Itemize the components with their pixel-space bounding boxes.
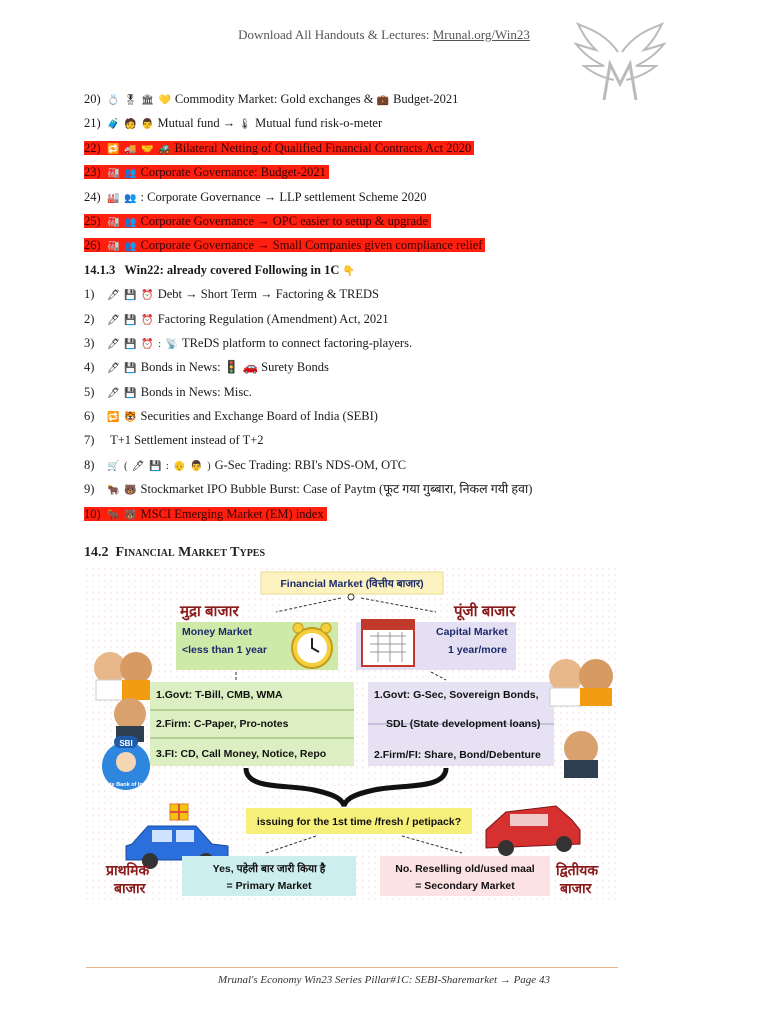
- money-market-sub: <less than 1 year: [182, 644, 267, 656]
- item-icons: 🧳 🧑 👨: [107, 119, 155, 131]
- list-item: 5) 🖊 💾 Bonds in News: Misc.: [84, 380, 604, 404]
- item-icons: 🖊 💾: [107, 387, 138, 399]
- capital-hindi-label: पूंजी बाजार: [454, 603, 516, 620]
- capital-item: SDL (State development loans): [386, 718, 541, 730]
- briefcase-icon: 💼: [376, 95, 391, 106]
- item-icons: 🏭 👥: [107, 241, 138, 253]
- item-icons: 🐂 🐻: [107, 485, 138, 497]
- financial-market-title: Financial Market (वित्तीय बाजार): [280, 578, 424, 590]
- money-item: 2.Firm: C-Paper, Pro-notes: [156, 718, 289, 730]
- capital-market-sub: 1 year/more: [448, 644, 507, 656]
- list-item: 20) 💍 🎖 🏛 💛 Commodity Market: Gold exchanges & 💼 Budget-2021: [84, 87, 604, 111]
- header-link[interactable]: Mrunal.org/Win23: [432, 27, 530, 42]
- footer-divider: [86, 967, 618, 968]
- secondary-hindi-label-2: बाजार: [560, 880, 592, 896]
- alarm-clock-icon: [292, 623, 332, 668]
- person-avatar: [549, 659, 583, 706]
- list-item: 25) 🏭 👥 Corporate Governance → OPC easier to setup & upgrade: [84, 209, 604, 233]
- primary-line-2: = Primary Market: [226, 880, 312, 892]
- person-avatar: [94, 652, 126, 700]
- primary-hindi-label: प्राथमिक: [106, 862, 150, 878]
- list-item: 26) 🏭 👥 Corporate Governance → Small Companies given compliance relief: [84, 233, 604, 257]
- item-icons: 🖊 💾 ⏰: [107, 314, 155, 326]
- primary-line-1: Yes, पहेली बार जारी किया है: [212, 863, 326, 875]
- item-icons: 🛒 ( 🖊 💾 : 👴 👨 ): [107, 460, 212, 472]
- money-item: 1.Govt: T-Bill, CMB, WMA: [156, 689, 283, 701]
- secondary-hindi-label: द्वितीयक: [556, 862, 599, 878]
- list-item: 6) 🔁 🐯 Securities and Exchange Board of India (SEBI): [84, 404, 604, 428]
- header-prefix: Download All Handouts & Lectures:: [238, 27, 430, 42]
- list-item: 8) 🛒 ( 🖊 💾 : 👴 👨 ) G-Sec Trading: RBI's NDS-OM, OTC: [84, 453, 604, 477]
- money-market-title: Money Market: [182, 626, 253, 638]
- item-icons: 🐂 🐻: [107, 509, 138, 521]
- list-item: 24) 🏭 👥 : Corporate Governance → LLP settlement Scheme 2020: [84, 185, 604, 209]
- item-list: [84, 87, 604, 526]
- list-item: 7) T+1 Settlement instead of T+2: [84, 433, 264, 448]
- financial-market-diagram: [86, 568, 618, 901]
- list-item: 22) 🔁 🚚 🤝 🚜 Bilateral Netting of Qualified Financial Contracts Act 2020: [84, 136, 604, 160]
- item-icons: 🏭 👥: [107, 216, 138, 228]
- secondary-line-2: = Secondary Market: [415, 880, 515, 892]
- item-icons: 🏭 👥: [107, 168, 138, 180]
- capital-market-title: Capital Market: [436, 626, 508, 638]
- person-avatar: [564, 731, 598, 778]
- question-text: issuing for the 1st time /fresh / petipack?: [256, 816, 462, 828]
- meter-icon: 🌡: [238, 119, 253, 131]
- list-item: 2) 🖊 💾 ⏰ Factoring Regulation (Amendment) Act, 2021: [84, 307, 604, 331]
- item-icons: 🖊 💾 ⏰: [107, 290, 155, 302]
- primary-hindi-label-2: बाजार: [114, 880, 146, 896]
- capital-item: 2.Firm/FI: Share, Bond/Debenture: [374, 749, 541, 761]
- item-icons: 🔁 🐯: [107, 412, 138, 424]
- list-item: 9) 🐂 🐻 Stockmarket IPO Bubble Burst: Case of Paytm (फूट गया गुब्बारा, निकल गयी हवा): [84, 477, 604, 501]
- item-icons: 🔁 🚚 🤝 🚜: [107, 143, 172, 155]
- person-avatar: [114, 698, 146, 742]
- money-hindi-label: मुद्रा बाजार: [180, 603, 239, 620]
- page-footer: Mrunal's Economy Win23 Series Pillar#1C: SEBI-Sharemarket → Page 43: [218, 974, 550, 986]
- list-item: 3) 🖊 💾 ⏰ : 📡 TReDS platform to connect factoring-players.: [84, 331, 604, 355]
- person-avatar: [120, 652, 152, 700]
- secondary-line-1: No. Reselling old/used maal: [395, 863, 535, 875]
- item-icons: 🖊 💾 ⏰ : 📡: [107, 338, 179, 350]
- list-item: 4) 🖊 💾 Bonds in News: 🚦 🚗 Surety Bonds: [84, 355, 604, 379]
- list-item: 21) 🧳 🧑 👨 Mutual fund → 🌡 Mutual fund risk-o-meter: [84, 111, 604, 135]
- list-item: 1) 🖊 💾 ⏰ Debt → Short Term → Factoring & TREDS: [84, 282, 604, 306]
- sbi-name: State Bank of India: [101, 782, 151, 788]
- item-icons: 🖊 💾: [107, 363, 138, 375]
- list-item: 10) 🐂 🐻 MSCI Emerging Market (EM) index: [84, 502, 604, 526]
- item-icons: 💍 🎖 🏛 💛: [107, 95, 172, 106]
- person-avatar: [579, 659, 613, 706]
- money-item: 3.FI: CD, Call Money, Notice, Repo: [156, 748, 327, 760]
- pointing-down-icon: 👇: [342, 265, 356, 277]
- sbi-badge: SBI: [119, 739, 133, 748]
- section-heading: 14.2 Financial Market Types: [84, 545, 266, 560]
- capital-item: 1.Govt: G-Sec, Sovereign Bonds,: [374, 689, 539, 701]
- list-item: 23) 🏭 👥 Corporate Governance: Budget-2021: [84, 160, 604, 184]
- item-icons: 🏭 👥: [107, 192, 138, 204]
- subsection-heading: 14.1.3 Win22: already covered Following in 1C 👇: [84, 258, 604, 282]
- calendar-icon: [362, 620, 414, 666]
